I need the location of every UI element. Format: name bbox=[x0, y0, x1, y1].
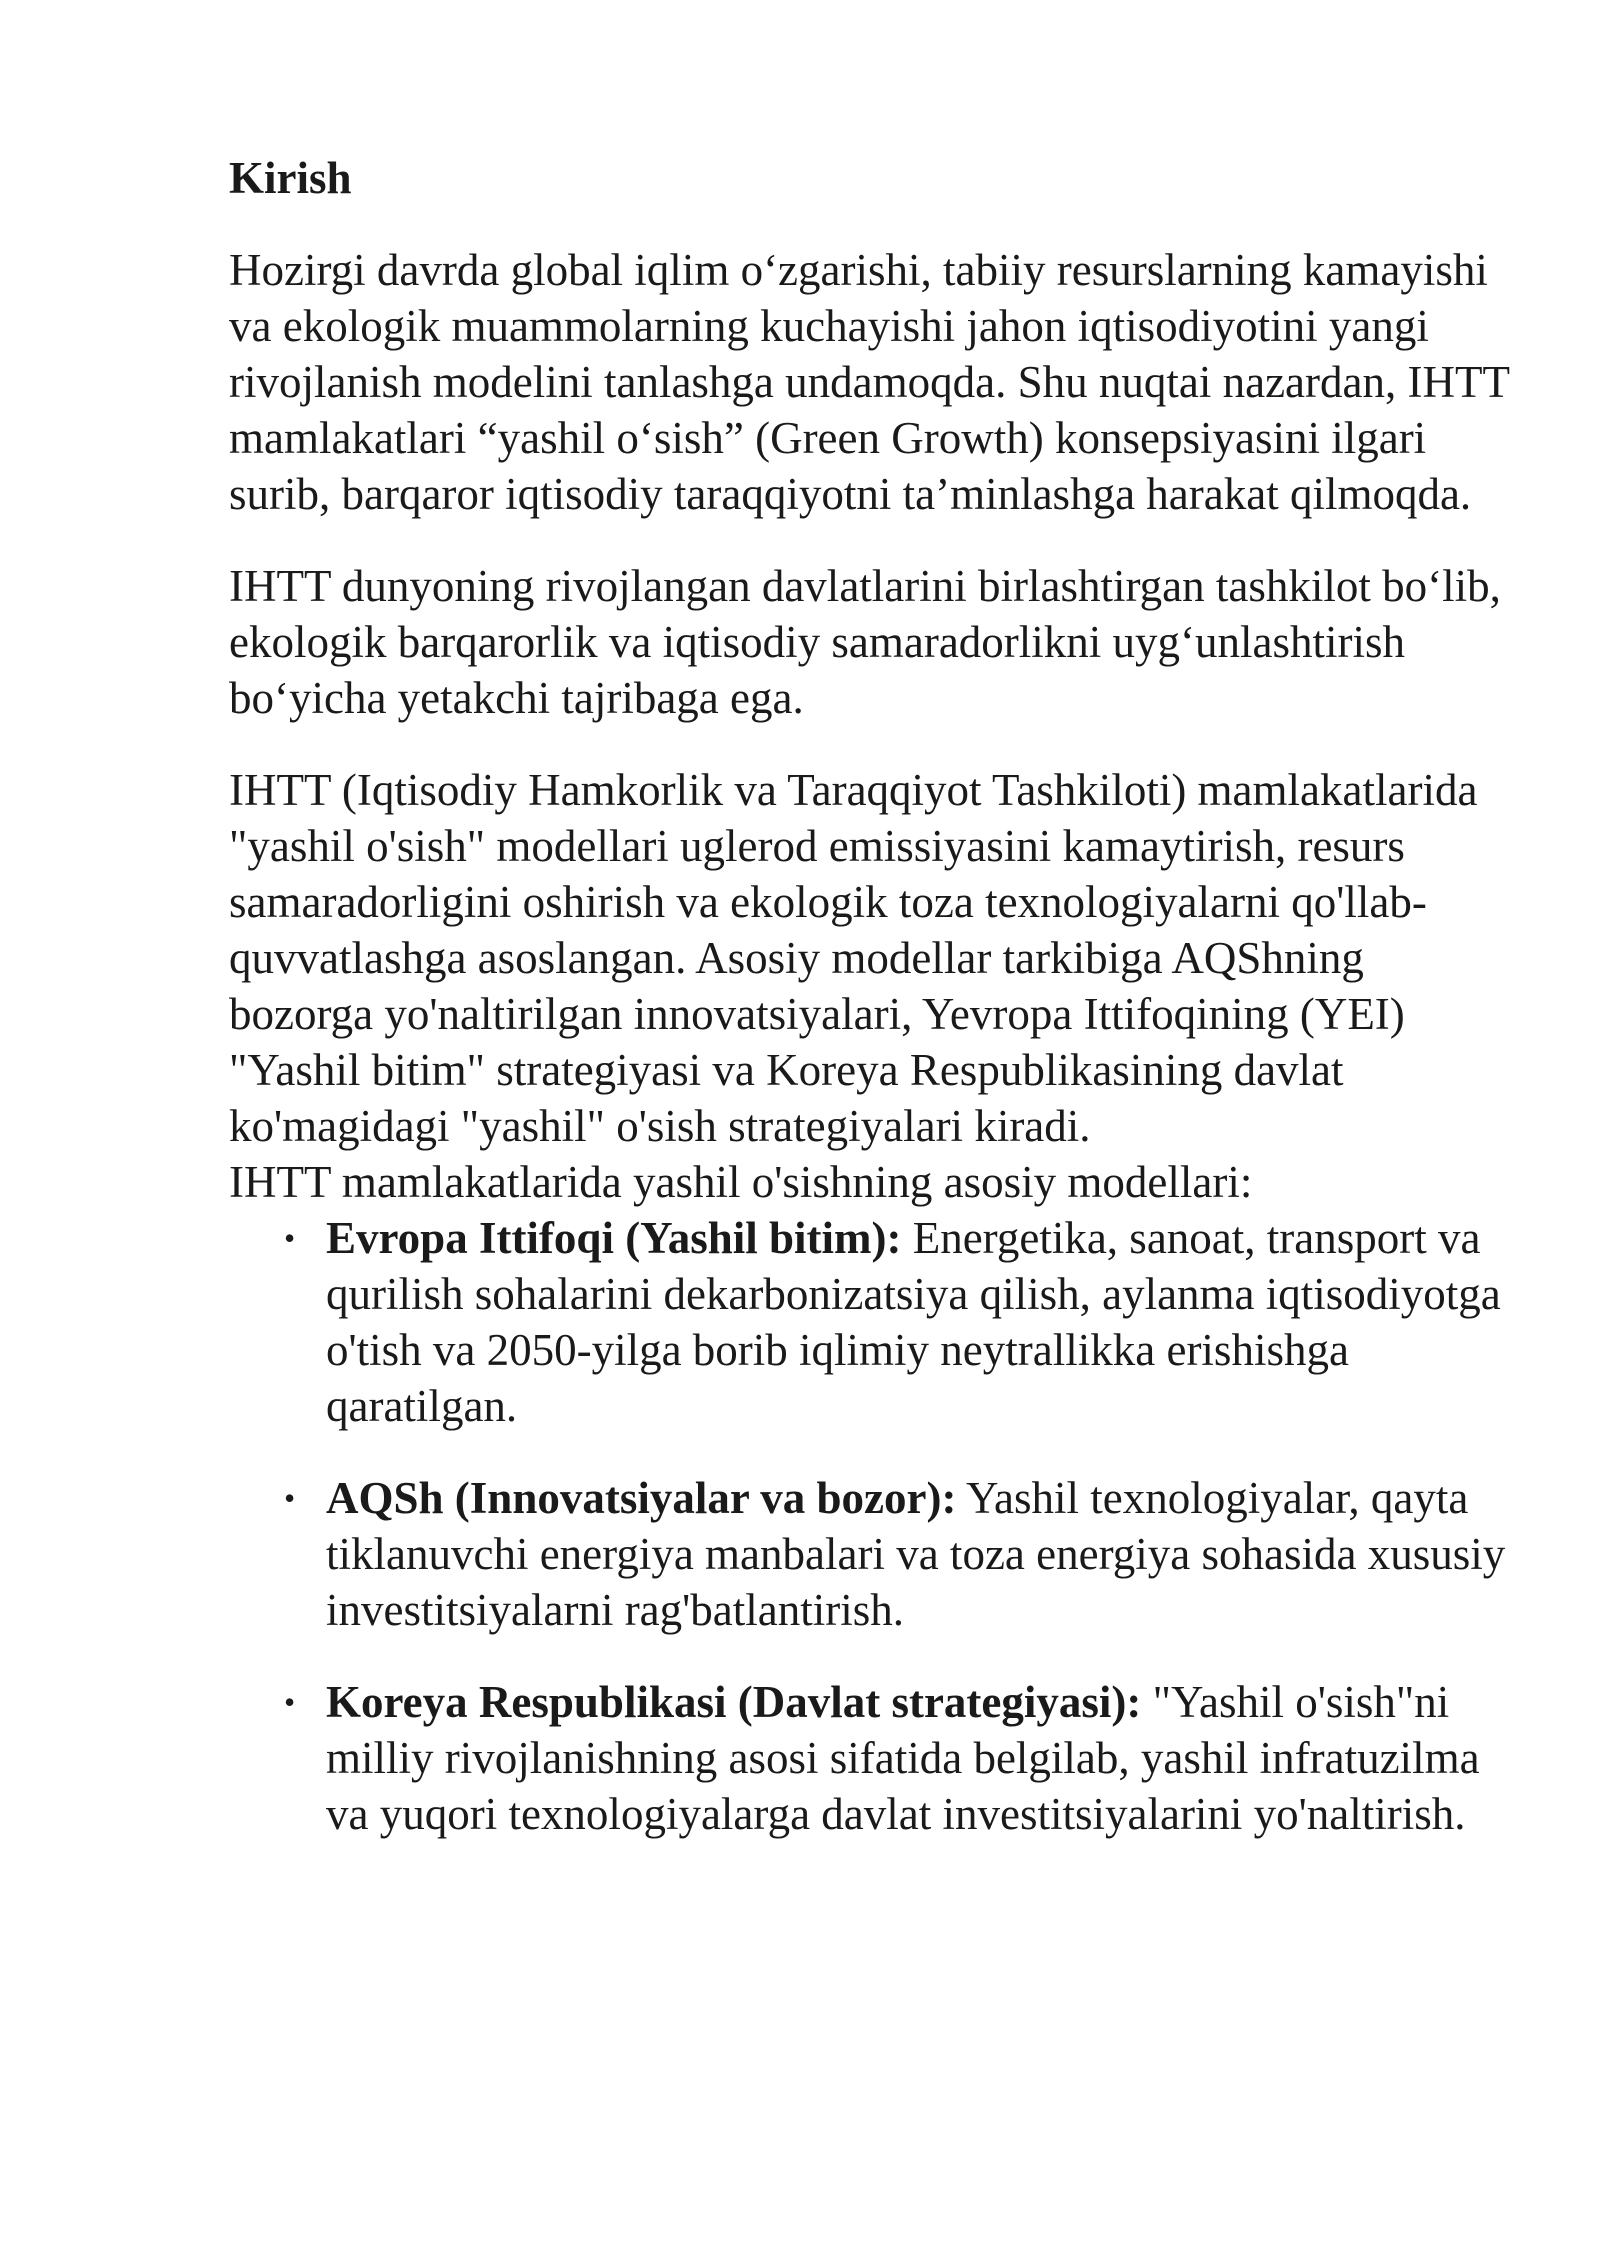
document-body bbox=[229, 150, 1519, 1878]
list-item-term: Koreya Respublikasi (Davlat strategiyasi): bbox=[326, 1677, 1142, 1727]
bullet-icon: • bbox=[284, 1220, 296, 1256]
list-item-text: Yashil texnologiyalar, qayta tiklanuvchi energiya manbalari va toza energiya sohasida xususiy investitsiyalarni rag'batlantirish. bbox=[326, 1473, 1506, 1635]
paragraph-organization: IHTT dunyoning rivojlangan davlatlarini birlashtirgan tashkilot bo‘lib, ekologik barqarorlik va iqtisodiy samaradorlikni uyg‘unlashtirish bo‘yicha yetakchi tajribaga ega. bbox=[229, 561, 1501, 723]
list-intro: IHTT mamlakatlarida yashil o'sishning asosiy modellari: bbox=[229, 1157, 1253, 1207]
bullet-icon: • bbox=[284, 1480, 296, 1516]
list-item-text: Energetika, sanoat, transport va qurilish sohalarini dekarbonizatsiya qilish, aylanma iqtisodiyotga o'tish va 2050-yilga borib iqlimiy neytrallikka erishishga qaratilgan. bbox=[326, 1213, 1501, 1431]
list-item bbox=[229, 1210, 1519, 1434]
paragraph-intro: Hozirgi davrda global iqlim o‘zgarishi, tabiiy resurslarning kamayishi va ekologik muammolarning kuchayishi jahon iqtisodiyotini yangi rivojlanish modelini tanlashga undamoqda. Shu nuqtai nazardan, IHTT mamlakatlari “yashil o‘sish” (Green Growth) konsepsiyasini ilgari surib, barqaror iqtisodiy taraqqiyotni ta’minlashga harakat qilmoqda. bbox=[229, 245, 1510, 519]
models-list bbox=[229, 1210, 1519, 1842]
bullet-icon: • bbox=[284, 1684, 296, 1720]
list-item-term: Evropa Ittifoqi (Yashil bitim): bbox=[326, 1213, 902, 1263]
paragraph-models-overview: IHTT (Iqtisodiy Hamkorlik va Taraqqiyot Tashkiloti) mamlakatlarida "yashil o'sish" modellari uglerod emissiyasini kamaytirish, resurs samaradorligini oshirish va ekologik toza texnologiyalarni qo'llab-quvvatlashga asoslangan. Asosiy modellar tarkibiga AQShning bozorga yo'naltirilgan innovatsiyalari, Yevropa Ittifoqining (YEI) "Yashil bitim" strategiyasi va Koreya Respublikasining davlat ko'magidagi "yashil" o'sish strategiyalari kiradi. bbox=[229, 765, 1478, 1151]
list-item bbox=[229, 1470, 1519, 1638]
list-item-term: AQSh (Innovatsiyalar va bozor): bbox=[326, 1473, 957, 1523]
list-item bbox=[229, 1674, 1519, 1842]
section-heading: Kirish bbox=[229, 153, 352, 203]
list-item-text: "Yashil o'sish"ni milliy rivojlanishning asosi sifatida belgilab, yashil infratuzilma va yuqori texnologiyalarga davlat investitsiyalarini yo'naltirish. bbox=[326, 1677, 1480, 1839]
